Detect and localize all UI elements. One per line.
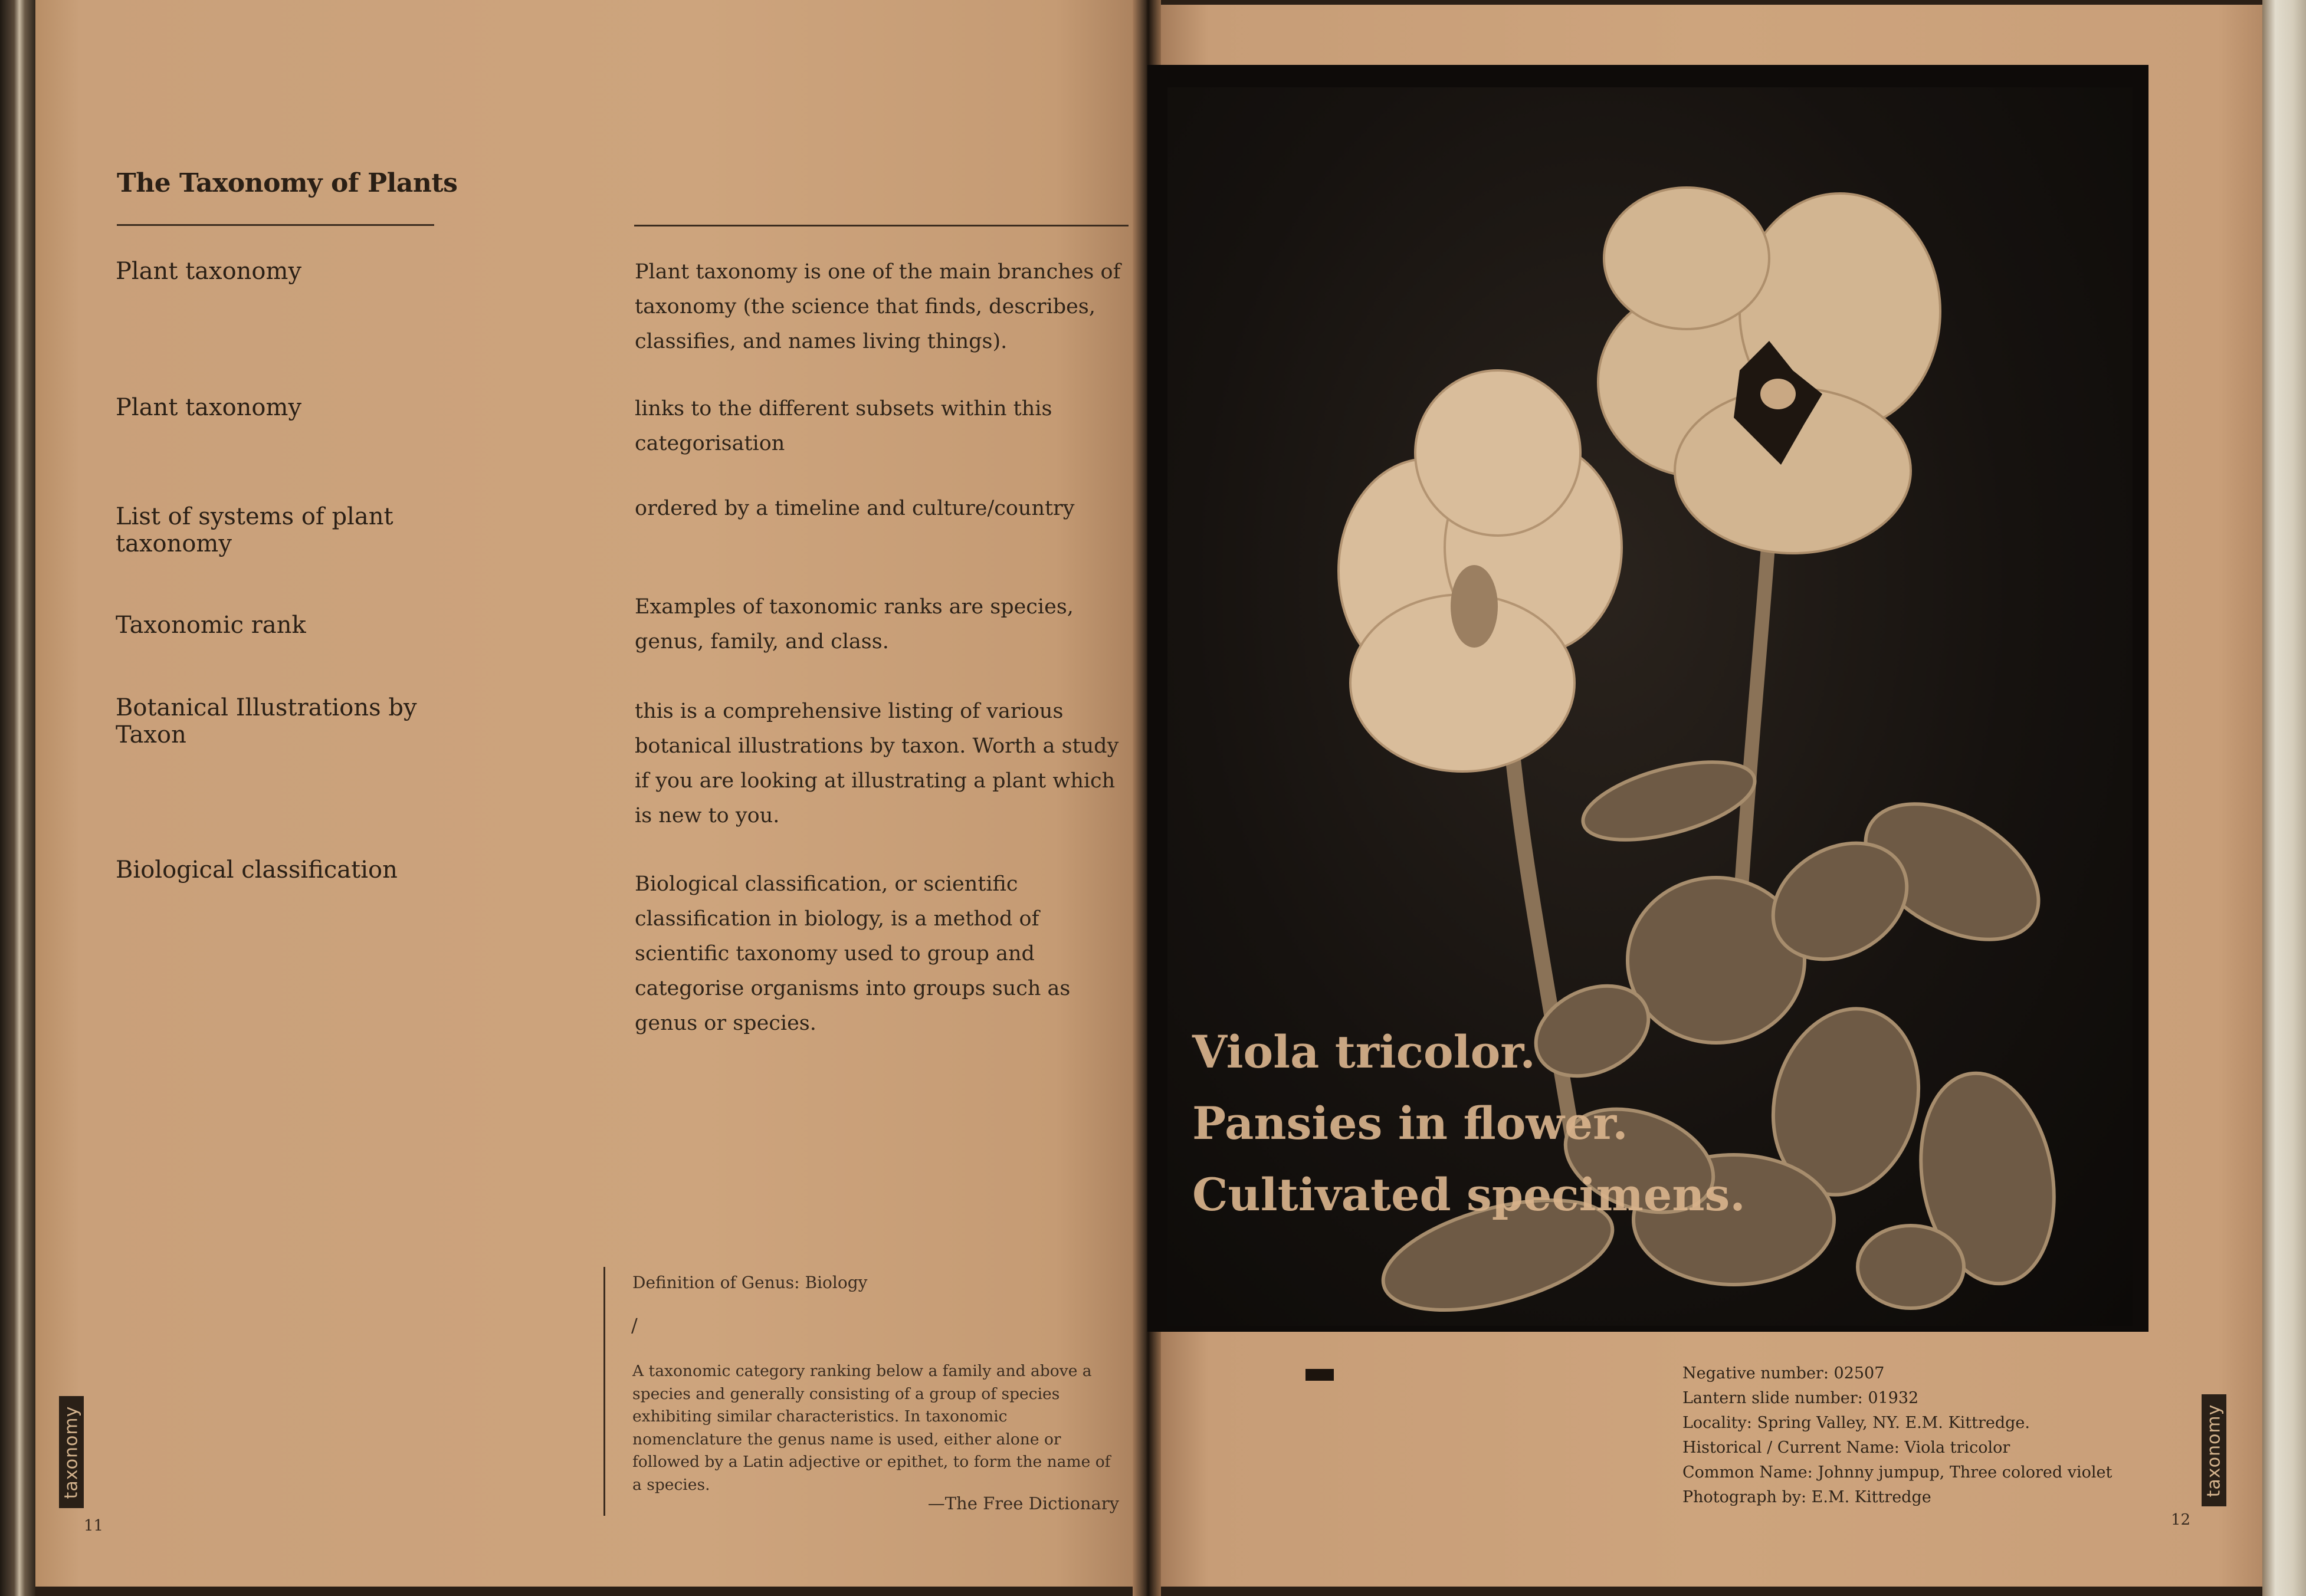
entry-term: Botanical Illustrations by Taxon <box>116 694 417 748</box>
side-tab-label: taxonomy <box>61 1405 82 1499</box>
page-edges <box>2262 0 2306 1596</box>
book-binding <box>0 0 35 1596</box>
entry-description: Plant taxonomy is one of the main branches of taxonomy (the science that finds, describes, classifies, and names living things). <box>635 260 1121 353</box>
definition-rule <box>603 1267 605 1516</box>
entry-term: Plant taxonomy <box>116 258 302 285</box>
photograph <box>1147 65 2148 1332</box>
definition-body: A taxonomic category ranking below a family and above a species and generally consisting of a group of species exhibiting similar characteristics. In taxonomic nomenclature the genus name is used, either alone or followed by a Latin adjective or epithet, to form the name of a species. <box>632 1362 1111 1494</box>
entry-term: Taxonomic rank <box>116 612 306 639</box>
entry-term: Plant taxonomy <box>116 394 302 421</box>
entry-description: links to the different subsets within this categorisation <box>635 397 1052 455</box>
caption-line: Viola tricolor. <box>1192 1026 1536 1078</box>
photo-caption <box>1192 1016 1746 1230</box>
caption-line: Pansies in flower. <box>1192 1097 1628 1150</box>
page-number-right: 12 <box>2171 1511 2191 1529</box>
definition-title: Definition of Genus: Biology <box>632 1273 868 1292</box>
entry-description: Examples of taxonomic ranks are species, genus, family, and class. <box>635 595 1074 653</box>
entry-description: Biological classification, or scientific classification in biology, is a method of scientific taxonomy used to group and categorise organisms into groups such as genus or species. <box>635 872 1071 1035</box>
film-registration-mark <box>1305 1369 1334 1381</box>
metadata-line: Lantern slide number: 01932 <box>1682 1389 1919 1407</box>
entry-term: Biological classification <box>116 856 398 884</box>
metadata-line: Common Name: Johnny jumpup, Three colored violet <box>1682 1463 2113 1482</box>
entry-description: this is a comprehensive listing of various botanical illustrations by taxon. Worth a study if you are looking at illustrating a plant which is new to you. <box>635 700 1119 827</box>
column-rule <box>634 225 1129 226</box>
entry-term: List of systems of plant taxonomy <box>116 503 393 557</box>
metadata-line: Photograph by: E.M. Kittredge <box>1682 1488 1931 1506</box>
metadata-line: Negative number: 02507 <box>1682 1364 1885 1382</box>
heading-rule <box>117 224 434 226</box>
page-number-left: 11 <box>84 1517 104 1535</box>
caption-line: Cultivated specimens. <box>1192 1168 1746 1221</box>
photo-image <box>1167 87 2133 1326</box>
side-tab-right <box>2202 1394 2226 1506</box>
definition-source: —The Free Dictionary <box>927 1493 1119 1513</box>
page-heading: The Taxonomy of Plants <box>117 168 458 198</box>
metadata-line: Locality: Spring Valley, NY. E.M. Kittredge. <box>1682 1414 2030 1432</box>
side-tab-label: taxonomy <box>2203 1404 2225 1497</box>
metadata-line: Historical / Current Name: Viola tricolor <box>1682 1439 2010 1457</box>
entry-description: ordered by a timeline and culture/country <box>635 497 1075 520</box>
definition-slash: / <box>631 1314 638 1336</box>
side-tab-left <box>59 1396 84 1508</box>
photo-metadata <box>1682 1361 2213 1510</box>
